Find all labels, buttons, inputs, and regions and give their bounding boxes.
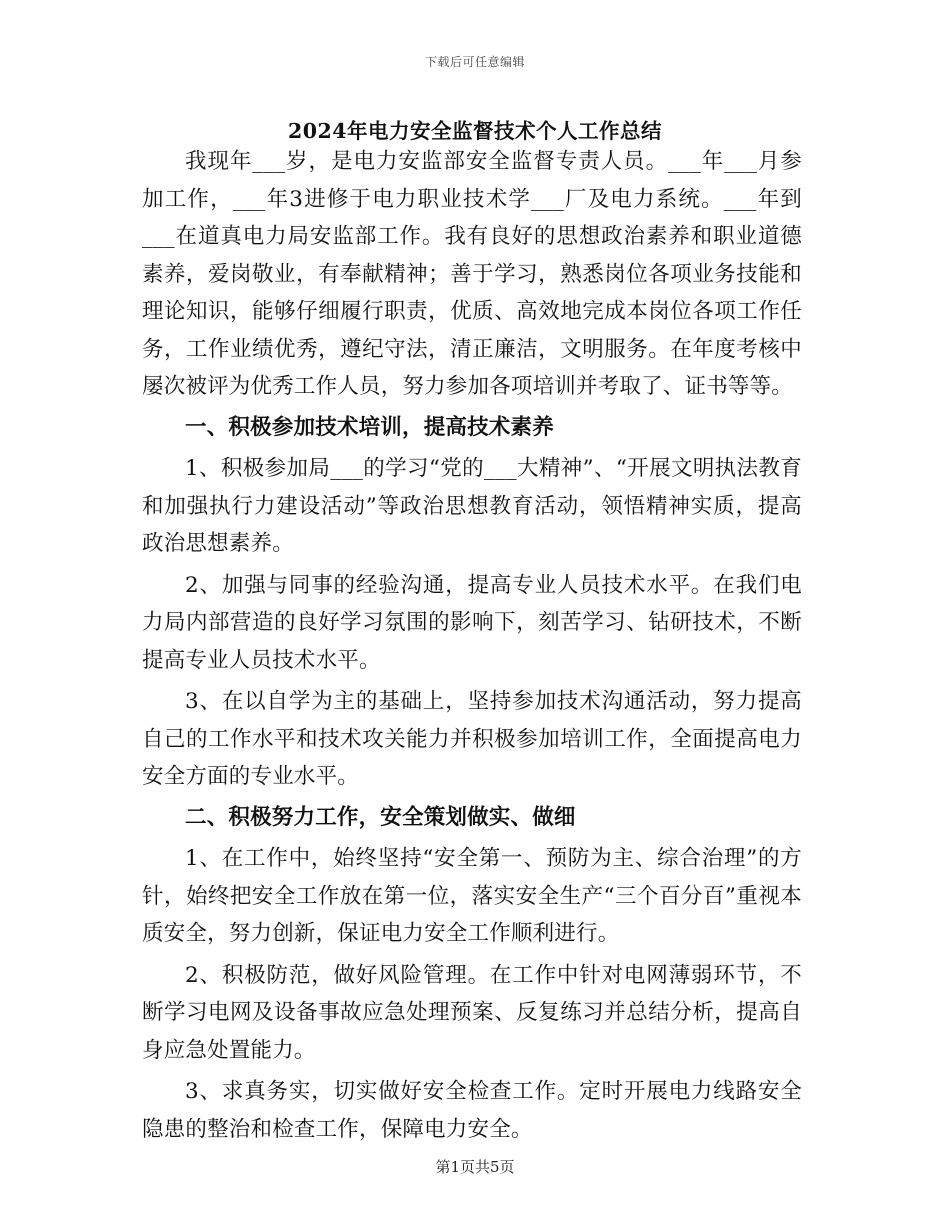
section1-item-2: 2、加强与同事的经验沟通，提高专业人员技术水平。在我们电力局内部营造的良好学习氛围的影响下，刻苦学习、钻研技术，不断提高专业人员技术水平。 [142,572,802,673]
header-note: 下载后可任意编辑 [424,55,525,69]
page-number: 第1页共5页 [435,1158,515,1176]
document-body [142,143,802,1148]
document-title: 2024年电力安全监督技术个人工作总结 [287,119,663,143]
section-heading-2: 二、积极努力工作，安全策划做实、做细 [185,804,576,830]
section-heading-1: 一、积极参加技术培训，提高技术素养 [185,414,554,440]
section2-item-3: 3、求真务实，切实做好安全检查工作。定时开展电力线路安全隐患的整治和检查工作，保障电力安全。 [142,1079,802,1142]
intro-paragraph: 我现年___岁，是电力安监部安全监督专责人员。___年___月参加工作，___年3进修于电力职业技术学___厂及电力系统。___年到___在道真电力局安监部工作。我有良好的思想政治素养和职业道德素养，爱岗敬业，有奉献精神；善于学习，熟悉岗位各项业务技能和理论知识，能够仔细履行职责，优质、高效地完成本岗位各项工作任务，工作业绩优秀，遵纪守法，清正廉洁，文明服务。在年度考核中屡次被评为优秀工作人员，努力参加各项培训并考取了、证书等等。 [142,149,802,399]
section2-item-2: 2、积极防范，做好风险管理。在工作中针对电网薄弱环节，不断学习电网及设备事故应急处理预案、反复练习并总结分析，提高自身应急处置能力。 [142,962,802,1063]
section1-item-1: 1、积极参加局___的学习“党的___大精神”、“开展文明执法教育和加强执行力建设活动”等政治思想教育活动，领悟精神实质，提高政治思想素养。 [142,456,802,556]
section1-item-3: 3、在以自学为主的基础上，坚持参加技术沟通活动，努力提高自己的工作水平和技术攻关能力并积极参加培训工作，全面提高电力安全方面的专业水平。 [142,689,802,789]
section2-item-1: 1、在工作中，始终坚持“安全第一、预防为主、综合治理”的方针，始终把安全工作放在第一位，落实安全生产“三个百分百”重视本质安全，努力创新，保证电力安全工作顺利进行。 [142,846,802,946]
